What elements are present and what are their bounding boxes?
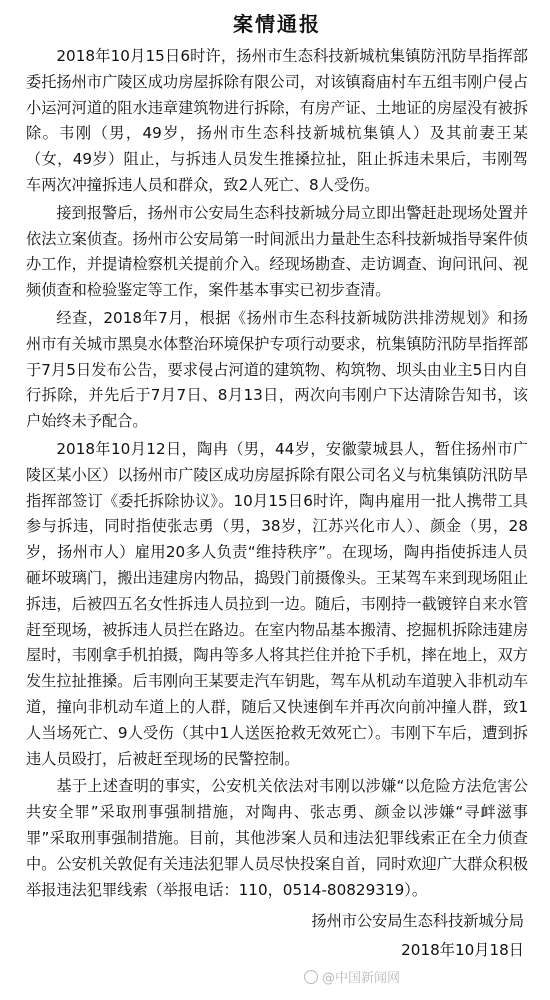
paragraph-measures: 基于上述查明的事实，公安机关依法对韦刚以涉嫌“以危险方法危害公共安全罪”采取刑事强制措施，对陶冉、张志勇、颜金以涉嫌“寻衅滋事罪”采取刑事强制措施。目前，其他涉案人员和违法犯罪线索正在全力侦查中。公安机关敦促有关违法犯罪人员尽快投案自首，同时欢迎广大群众积极举报违法犯罪线索（举报电话：110，0514-80829319）。 [26,777,528,899]
watermark [304,967,400,986]
watermark-text: @中国新闻网 [321,971,400,986]
issue-date: 2018年10月18日 [401,941,524,960]
paragraph-response: 接到报警后，扬州市公安局生态科技新城分局立即出警赶赴现场处置并依法立案侦查。扬州市公安局第一时间派出力量赴生态科技新城指导案件侦办工作，并提请检察机关提前介入。经现场勘查、走访调查、询问讯问、视频侦查和检验鉴定等工作，案件基本事实已初步查清。 [26,203,528,300]
issuer-name: 扬州市公安局生态科技新城分局 [311,912,524,931]
paragraph-background: 经查，2018年7月，根据《扬州市生态科技新城防洪排涝规划》和扬州市有关城市黑臭水体整治环境保护专项行动要求，杭集镇防汛防旱指挥部于7月5日发布公告，要求侵占河道的建筑物、构筑物、坝头由业主5日内自行拆除，并先后于7月7日、8月13日，两次向韦刚户下达清除告知书，该户始终未予配合。 [26,308,528,431]
document-title: 案情通报 [233,12,321,36]
paragraph-incident: 2018年10月15日6时许，扬州市生态科技新城杭集镇防汛防旱指挥部委托扬州市广陵区成功房屋拆除有限公司，对该镇裔庙村车五组韦刚户侵占小运河河道的阻水违章建筑物进行拆除，有房产证、土地证的房屋没有被拆除。韦刚（男，49岁，扬州市生态科技新城杭集镇人）及其前妻王某（女，49岁）阻止，与拆违人员发生推搡拉扯，阻止拆违未果后，韦刚驾车两次冲撞拆违人员和群众，致2人死亡、8人受伤。 [26,47,528,194]
paragraph-details: 2018年10月12日，陶冉（男，44岁，安徽蒙城县人，暂住扬州市广陵区某小区）以扬州市广陵区成功房屋拆除有限公司名义与杭集镇防汛防旱指挥部签订《委托拆除协议》。10月15日6时许，陶冉雇用一批人携带工具参与拆违，同时指使张志勇（男，38岁，江苏兴化市人）、颜金（男，28岁，扬州市人）雇用20多人负责“维持秩序”。在现场，陶冉指使拆违人员砸坏玻璃门，搬出违建房内物品，捣毁门前摄像头。王某驾车来到现场阻止拆违，后被四五名女性拆违人员拉到一边。随后，韦刚持一截镀锌自来水管赶至现场，被拆违人员拦在路边。在室内物品基本搬清、挖掘机拆除违建房屋时，韦刚拿手机拍摄，陶冉等多人将其拦住并抢下手机，摔在地上，双方发生拉扯推搡。后韦刚向王某要走汽车钥匙，驾车从机动车道驶入非机动车道，撞向非机动车道上的人群，随后又快速倒车并再次向前冲撞人群，致1人当场死亡、9人受伤（其中1人送医抢救无效死亡）。韦刚下车后，遭到拆违人员殴打，后被赶至现场的民警控制。 [26,439,528,768]
news-logo-icon [304,970,318,984]
signature-block [26,909,528,964]
